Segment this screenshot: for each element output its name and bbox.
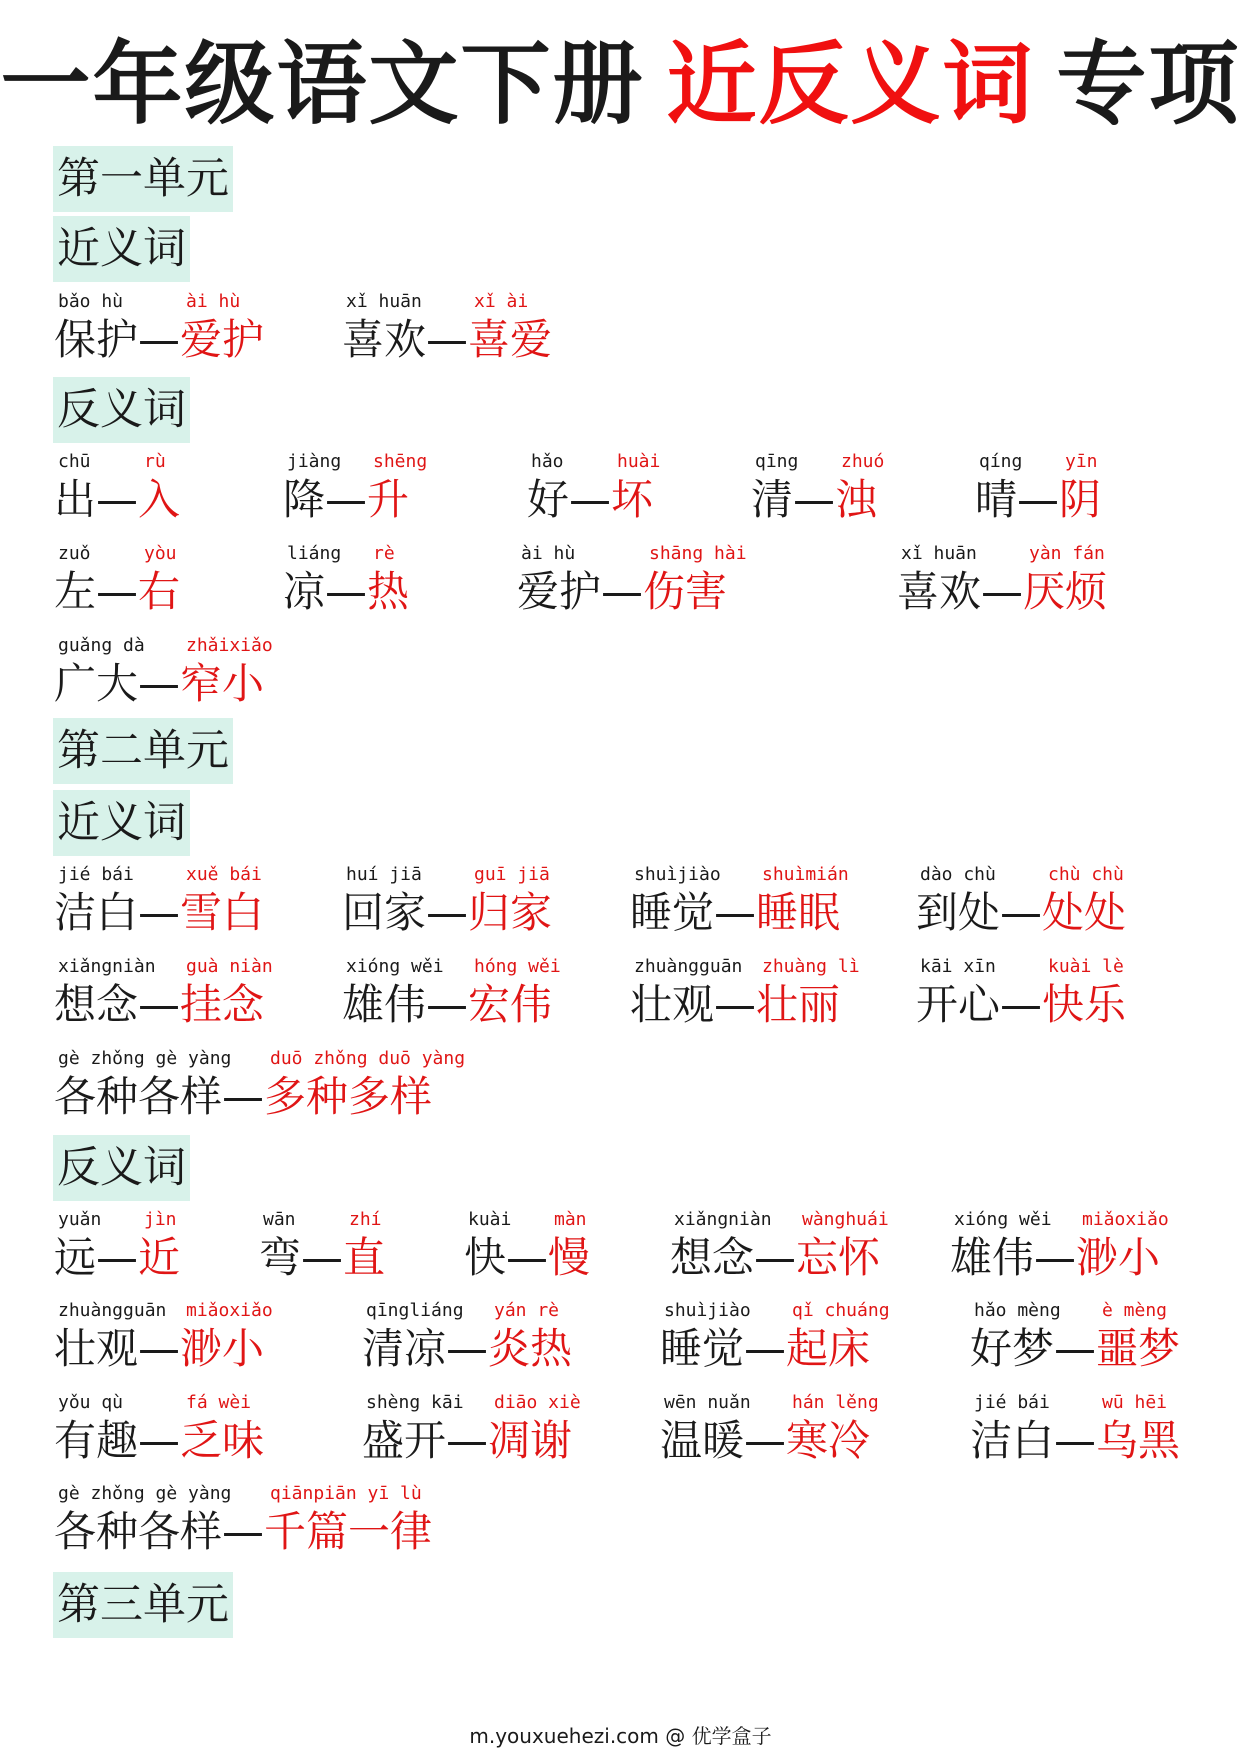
pinyin-row [517,542,747,566]
hanzi-row [660,1415,870,1467]
partner-word: 阴 [1059,475,1102,524]
partner-word: 处处 [1042,888,1127,937]
word: 快 [464,1233,507,1282]
partner-word: 乏味 [180,1416,265,1465]
pinyin-partner: qǐ chuáng [792,1300,890,1321]
hanzi-row [464,1232,590,1284]
hanzi-row [630,887,840,939]
dash-separator: — [446,1416,489,1465]
pinyin-row [362,1299,572,1323]
dash-separator: — [714,980,757,1029]
dash-separator: — [138,659,181,708]
partner-word: 右 [138,567,181,616]
word: 清凉 [362,1324,447,1373]
word-pair [670,1208,889,1284]
partner-word: 千篇一律 [264,1507,433,1556]
word: 想念 [670,1233,755,1282]
word-pair [342,955,561,1031]
hanzi-row [54,566,180,618]
pinyin-row [54,955,273,979]
pinyin-word: zuǒ [58,543,91,564]
dash-separator: — [96,567,139,616]
pinyin-word: wān [263,1209,296,1230]
pinyin-partner: miǎoxiǎo [186,1300,273,1321]
partner-word: 凋谢 [488,1416,573,1465]
partner-word: 厌烦 [1023,567,1108,616]
pinyin-word: qīngliáng [366,1300,464,1321]
partner-word: 忘怀 [796,1233,881,1282]
word: 壮观 [630,980,715,1029]
hanzi-row [970,1323,1180,1375]
unit1-label: 第一单元 [53,146,233,212]
pinyin-word: yǒu qù [58,1392,124,1413]
dash-separator: — [138,315,181,364]
word: 到处 [916,888,1001,937]
pinyin-word: xiǎngniàn [58,956,156,977]
word-pair [283,542,409,618]
hanzi-row [283,474,409,526]
pinyin-row [54,1482,432,1506]
word-pair [970,1299,1180,1375]
word-pair [54,1391,264,1467]
word-pair [751,450,885,526]
partner-word: 炎热 [488,1324,573,1373]
partner-word: 喜爱 [468,315,553,364]
hanzi-row [54,887,264,939]
pinyin-partner: hóng wěi [474,956,561,977]
unit2-synonyms-label: 近义词 [53,790,190,856]
word-pair [342,863,552,939]
pinyin-row [54,450,180,474]
word-pair [283,450,428,526]
pinyin-word: guǎng dà [58,635,145,656]
word: 降 [283,475,326,524]
partner-word: 渺小 [180,1324,265,1373]
word-pair [950,1208,1169,1284]
pinyin-partner: zhǎixiǎo [186,635,273,656]
partner-word: 热 [367,567,410,616]
dash-separator: — [138,1324,181,1373]
pinyin-partner: xuě bái [186,864,262,885]
pinyin-partner: è mèng [1102,1300,1168,1321]
pinyin-word: zhuàngguān [634,956,743,977]
dash-separator: — [138,888,181,937]
word: 出 [54,475,97,524]
word: 洁白 [970,1416,1055,1465]
word: 雄伟 [342,980,427,1029]
dash-separator: — [426,888,469,937]
pinyin-word: xiǎngniàn [674,1209,772,1230]
hanzi-row [916,979,1126,1031]
word-pair [259,1208,385,1284]
partner-word: 睡眠 [756,888,841,937]
word: 喜欢 [342,315,427,364]
word: 睡觉 [660,1324,745,1373]
pinyin-row [975,450,1101,474]
dash-separator: — [601,567,644,616]
unit1-antonyms-label: 反义词 [53,377,190,443]
pinyin-row [54,290,264,314]
pinyin-word: hǎo [531,451,564,472]
partner-word: 多种多样 [264,1072,433,1121]
pinyin-row [54,634,273,658]
partner-word: 渺小 [1076,1233,1161,1282]
partner-word: 窄小 [180,659,265,708]
partner-word: 升 [367,475,410,524]
dash-separator: — [744,1416,787,1465]
word-pair [660,1299,890,1375]
pinyin-word: dào chù [920,864,996,885]
word: 广大 [54,659,139,708]
hanzi-row [54,474,180,526]
partner-word: 乌黑 [1096,1416,1181,1465]
pinyin-word: yuǎn [58,1209,102,1230]
word-pair [464,1208,590,1284]
dash-separator: — [222,1072,265,1121]
word-pair [54,1047,466,1123]
partner-word: 入 [138,475,181,524]
pinyin-row [916,863,1126,887]
pinyin-word: bǎo hù [58,291,124,312]
dash-separator: — [1054,1324,1097,1373]
pinyin-row [283,450,428,474]
pinyin-partner: hán lěng [792,1392,879,1413]
pinyin-word: xǐ huān [346,291,422,312]
word-pair [54,634,273,710]
word-pair [54,955,273,1031]
word: 盛开 [362,1416,447,1465]
dash-separator: — [714,888,757,937]
word: 各种各样 [54,1507,223,1556]
hanzi-row [751,474,877,526]
word: 弯 [259,1233,302,1282]
pinyin-partner: kuài lè [1048,956,1124,977]
hanzi-row [970,1415,1180,1467]
hanzi-row [54,1415,264,1467]
dash-separator: — [301,1233,344,1282]
pinyin-word: huí jiā [346,864,422,885]
pinyin-word: kuài [468,1209,512,1230]
pinyin-partner: yán rè [494,1300,560,1321]
hanzi-row [630,979,840,1031]
title-part2: 专项 [1056,32,1241,137]
dash-separator: — [1054,1416,1097,1465]
word-pair [54,450,180,526]
pinyin-word: wēn nuǎn [664,1392,751,1413]
pinyin-word: kāi xīn [920,956,996,977]
word: 温暖 [660,1416,745,1465]
pinyin-partner: jìn [144,1209,177,1230]
partner-word: 爱护 [180,315,265,364]
pinyin-partner: yàn fán [1029,543,1105,564]
pinyin-row [660,1299,890,1323]
dash-separator: — [446,1324,489,1373]
pinyin-word: gè zhǒng gè yàng [58,1048,232,1069]
hanzi-row [362,1323,572,1375]
dash-separator: — [222,1507,265,1556]
word-pair [916,955,1126,1031]
word-pair [916,863,1126,939]
pinyin-row [54,1299,273,1323]
pinyin-partner: yīn [1065,451,1098,472]
word: 雄伟 [950,1233,1035,1282]
unit1-synonyms-label: 近义词 [53,216,190,282]
word: 清 [751,475,794,524]
partner-word: 直 [343,1233,386,1282]
hanzi-row [362,1415,572,1467]
pinyin-word: jié bái [58,864,134,885]
word: 回家 [342,888,427,937]
pinyin-partner: shāng hài [649,543,747,564]
pinyin-row [527,450,661,474]
word-pair [630,863,849,939]
word: 保护 [54,315,139,364]
pinyin-partner: zhuàng lì [762,956,860,977]
dash-separator: — [506,1233,549,1282]
word-pair [527,450,661,526]
pinyin-row [464,1208,590,1232]
dash-separator: — [1017,475,1060,524]
hanzi-row [54,1232,180,1284]
word-pair [975,450,1101,526]
hanzi-row [975,474,1101,526]
word-pair [54,542,180,618]
pinyin-row [342,290,552,314]
word: 想念 [54,980,139,1029]
hanzi-row [660,1323,870,1375]
pinyin-word: shèng kāi [366,1392,464,1413]
word-pair [362,1299,572,1375]
dash-separator: — [426,980,469,1029]
pinyin-partner: ài hù [186,291,241,312]
partner-word: 慢 [548,1233,591,1282]
pinyin-word: qíng [979,451,1023,472]
pinyin-partner: xǐ ài [474,291,529,312]
word-pair [54,1482,432,1558]
partner-word: 壮丽 [756,980,841,1029]
pinyin-row [362,1391,581,1415]
pinyin-row [54,1047,466,1071]
hanzi-row [54,314,264,366]
pinyin-partner: yòu [144,543,177,564]
word: 好梦 [970,1324,1055,1373]
hanzi-row [54,979,264,1031]
partner-word: 伤害 [643,567,728,616]
word: 睡觉 [630,888,715,937]
pinyin-partner: zhuó [841,451,885,472]
dash-separator: — [1000,888,1043,937]
unit3-label: 第三单元 [53,1572,233,1638]
partner-word: 挂念 [180,980,265,1029]
pinyin-row [630,955,860,979]
unit2-antonyms-label: 反义词 [53,1135,190,1201]
unit2-label: 第二单元 [53,718,233,784]
word: 开心 [916,980,1001,1029]
hanzi-row [54,658,264,710]
dash-separator: — [569,475,612,524]
pinyin-word: ài hù [521,543,576,564]
dash-separator: — [981,567,1024,616]
partner-word: 宏伟 [468,980,553,1029]
hanzi-row [527,474,653,526]
dash-separator: — [793,475,836,524]
pinyin-word: jiàng [287,451,342,472]
partner-word: 归家 [468,888,553,937]
pinyin-word: jié bái [974,1392,1050,1413]
pinyin-partner: màn [554,1209,587,1230]
partner-word: 近 [138,1233,181,1282]
pinyin-row [670,1208,889,1232]
hanzi-row [670,1232,880,1284]
word-pair [660,1391,879,1467]
pinyin-word: shuìjiào [664,1300,751,1321]
dash-separator: — [1000,980,1043,1029]
pinyin-row [342,863,552,887]
word: 各种各样 [54,1072,223,1121]
hanzi-row [342,887,552,939]
pinyin-word: zhuàngguān [58,1300,167,1321]
dash-separator: — [426,315,469,364]
title-highlight: 近反义词 [666,32,1035,137]
hanzi-row [517,566,727,618]
pinyin-row [970,1391,1180,1415]
pinyin-partner: miǎoxiǎo [1082,1209,1169,1230]
pinyin-row [950,1208,1169,1232]
dash-separator: — [325,475,368,524]
pinyin-row [897,542,1107,566]
word-pair [362,1391,581,1467]
word: 好 [527,475,570,524]
pinyin-partner: fá wèi [186,1392,252,1413]
word: 爱护 [517,567,602,616]
word-pair [54,1299,273,1375]
hanzi-row [283,566,409,618]
footer-credit: m.youxuehezi.com @ 优学盒子 [469,1724,772,1748]
word: 喜欢 [897,567,982,616]
pinyin-row [660,1391,879,1415]
pinyin-word: xióng wěi [954,1209,1052,1230]
pinyin-word: xióng wěi [346,956,444,977]
dash-separator: — [1034,1233,1077,1282]
word: 有趣 [54,1416,139,1465]
pinyin-partner: guà niàn [186,956,273,977]
pinyin-partner: chù chù [1048,864,1124,885]
pinyin-partner: qiānpiān yī lù [270,1483,422,1504]
pinyin-word: shuìjiào [634,864,721,885]
pinyin-partner: rè [373,543,395,564]
pinyin-partner: guī jiā [474,864,550,885]
partner-word: 起床 [786,1324,871,1373]
word-pair [517,542,747,618]
pinyin-word: qīng [755,451,799,472]
hanzi-row [897,566,1107,618]
dash-separator: — [96,1233,139,1282]
word: 左 [54,567,97,616]
dash-separator: — [138,1416,181,1465]
dash-separator: — [325,567,368,616]
pinyin-partner: huài [617,451,661,472]
pinyin-row [970,1299,1180,1323]
hanzi-row [950,1232,1160,1284]
pinyin-partner: shuìmián [762,864,849,885]
pinyin-word: chū [58,451,91,472]
pinyin-row [751,450,885,474]
partner-word: 寒冷 [786,1416,871,1465]
pinyin-partner: wànghuái [802,1209,889,1230]
word-pair [54,1208,180,1284]
pinyin-partner: shēng [373,451,428,472]
pinyin-word: liáng [287,543,342,564]
hanzi-row [342,979,552,1031]
pinyin-partner: duō zhǒng duō yàng [270,1048,466,1069]
hanzi-row [54,1323,264,1375]
word-pair [54,290,264,366]
word-pair [54,863,264,939]
pinyin-row [283,542,409,566]
word-pair [970,1391,1180,1467]
pinyin-word: xǐ huān [901,543,977,564]
partner-word: 雪白 [180,888,265,937]
dash-separator: — [96,475,139,524]
word: 洁白 [54,888,139,937]
pinyin-word: hǎo mèng [974,1300,1061,1321]
hanzi-row [54,1506,432,1558]
partner-word: 坏 [611,475,654,524]
pinyin-row [916,955,1126,979]
pinyin-row [54,1391,264,1415]
partner-word: 快乐 [1042,980,1127,1029]
word-pair [342,290,552,366]
word: 晴 [975,475,1018,524]
hanzi-row [259,1232,385,1284]
hanzi-row [916,887,1126,939]
partner-word: 浊 [835,475,878,524]
dash-separator: — [138,980,181,1029]
pinyin-partner: wū hēi [1102,1392,1168,1413]
word: 凉 [283,567,326,616]
partner-word: 噩梦 [1096,1324,1181,1373]
pinyin-word: gè zhǒng gè yàng [58,1483,232,1504]
pinyin-row [54,542,180,566]
pinyin-partner: zhí [349,1209,382,1230]
pinyin-row [630,863,849,887]
hanzi-row [54,1071,432,1123]
pinyin-row [342,955,561,979]
word-pair [897,542,1107,618]
pinyin-row [54,863,264,887]
pinyin-row [259,1208,385,1232]
dash-separator: — [754,1233,797,1282]
page-title [0,30,1241,140]
word: 远 [54,1233,97,1282]
dash-separator: — [744,1324,787,1373]
word-pair [630,955,860,1031]
hanzi-row [342,314,552,366]
word: 壮观 [54,1324,139,1373]
pinyin-partner: rù [144,451,166,472]
title-part1: 一年级语文下册 [0,32,645,137]
pinyin-row [54,1208,180,1232]
pinyin-partner: diāo xiè [494,1392,581,1413]
